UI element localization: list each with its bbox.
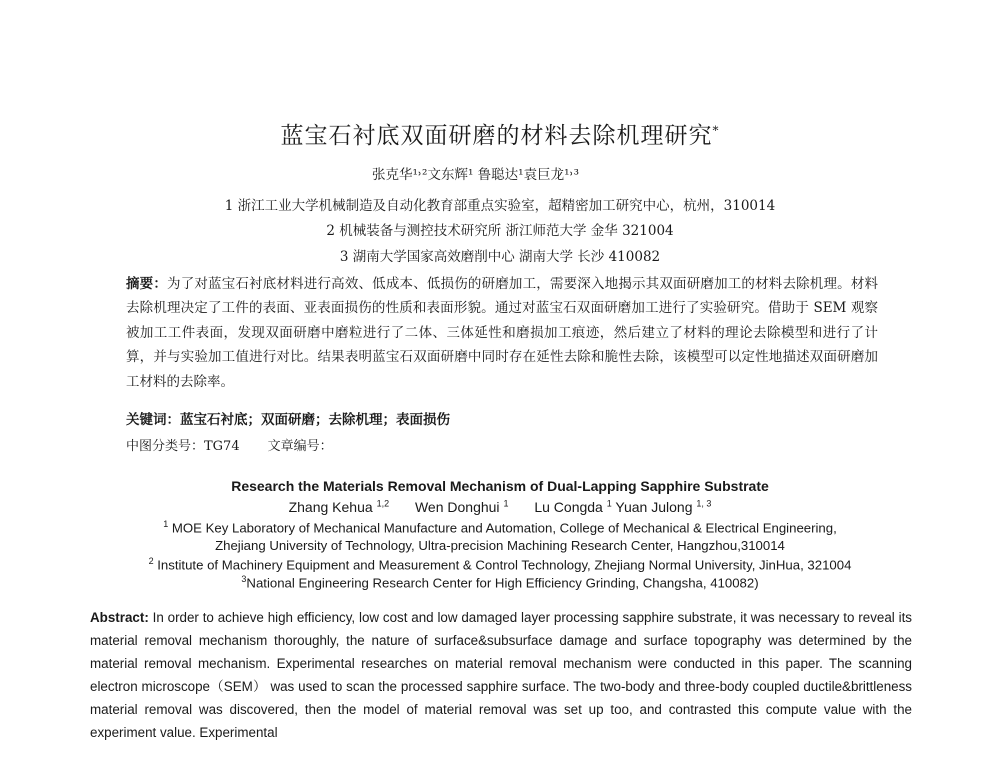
affiliation-cn-2: 2 机械装备与测控技术研究所 浙江师范大学 金华 321004 bbox=[326, 223, 674, 239]
author-en: Zhang Kehua $^{1,2}$ bbox=[288, 498, 390, 515]
authors-cn: 张克华¹˒²文东辉¹ 鲁聪达¹袁巨龙¹˒³ bbox=[372, 167, 580, 183]
author-en: Yuan Julong $^{1, 3}$ bbox=[615, 498, 712, 515]
abstract-en bbox=[90, 606, 912, 744]
authors-en bbox=[0, 498, 1000, 515]
classification-number: 中图分类号：TG74 bbox=[126, 439, 240, 454]
affiliation-cn-3: 3 湖南大学国家高效磨削中心 湖南大学 长沙 410082 bbox=[339, 249, 661, 265]
abstract-en-text: In order to achieve high efficiency, low cost and low damaged layer processing sapphire substrate, it was necessary to reveal its material removal mechanism thoroughly, the nature of surface&subsurface damage and surface topography was determined by the material removal mechanism. Experimental researches on material removal mechanism were conducted in this paper. The scanning electron microscope（SEM） was used to scan the processed sapphire surface. The two-body and three-body coupled ductile&brittleness material removal was discovered, then the model of material removal was set up too, and contrasted this compute value with the experiment value. Experimental bbox=[90, 610, 912, 740]
abstract-cn bbox=[126, 272, 878, 394]
abstract-cn-label: 摘要： bbox=[126, 276, 168, 292]
affiliation-en-1-cont: Zhejiang University of Technology, Ultra-precision Machining Research Center, Hangzhou,310014 bbox=[215, 538, 785, 553]
author-en: Lu Congda $^1$ bbox=[534, 498, 612, 515]
affiliation-en-2: $^2$ Institute of Machinery Equipment and Measurement & Control Technology, Zhejiang Normal University, JinHua, 321004 bbox=[148, 556, 852, 573]
classification-cn bbox=[126, 435, 333, 454]
keywords-cn: 关键词：蓝宝石衬底；双面研磨；去除机理；表面损伤 bbox=[126, 412, 450, 428]
author-en: Wen Donghui $^1$ bbox=[414, 498, 509, 515]
affiliation-en-3: $^3$National Engineering Research Center for High Efficiency Grinding, Changsha, 410082) bbox=[241, 574, 759, 591]
abstract-en-label: Abstract: bbox=[90, 610, 149, 625]
paper-title-en: Research the Materials Removal Mechanism of Dual-Lapping Sapphire Substrate bbox=[231, 478, 769, 494]
paper-title-cn: 蓝宝石衬底双面研磨的材料去除机理研究* bbox=[280, 123, 720, 149]
affiliation-cn-1: 1 浙江工业大学机械制造及自动化教育部重点实验室，超精密加工研究中心，杭州，310014 bbox=[224, 198, 776, 214]
abstract-cn-text: 为了对蓝宝石衬底材料进行高效、低成本、低损伤的研磨加工，需要深入地揭示其双面研磨加工的材料去除机理。材料去除机理决定了工件的表面、亚表面损伤的性质和表面形貌。通过对蓝宝石双面研磨加工进行了实验研究。借助于 SEM 观察被加工工件表面，发现双面研磨中磨粒进行了二体、三体延性和磨损加工痕迹，然后建立了材料的理论去除模型和进行了计算，并与实验加工值进行对比。结果表明蓝宝石双面研磨中同时存在延性去除和脆性去除，该模型可以定性地描述双面研磨加工材料的去除率。 bbox=[126, 276, 879, 390]
article-number: 文章编号： bbox=[267, 439, 333, 454]
affiliation-en-1: $^1$ MOE Key Laboratory of Mechanical Manufacture and Automation, College of Mechanical & Electrical Engineering, bbox=[163, 519, 837, 536]
